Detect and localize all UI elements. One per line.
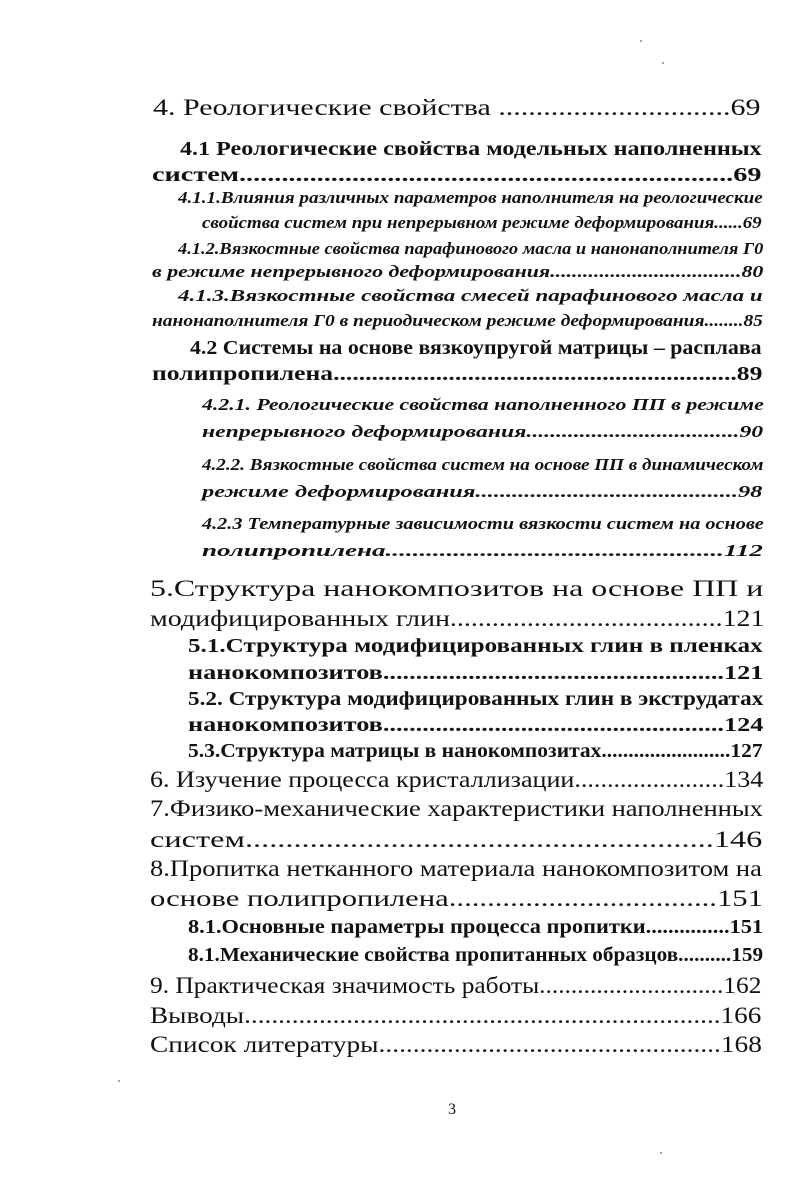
toc-entry-4-2-2[interactable]: 4.2.2. Вязкостные свойства систем на основе ПП в динамическом	[202, 455, 764, 474]
toc-entry-4-1-1[interactable]: 4.1.1.Влияния различных параметров наполнителя на реологические	[178, 188, 763, 207]
toc-entry-5[interactable]: модифицированных глин.......................................121	[150, 606, 765, 631]
toc-entry-4-1-3[interactable]: нанонаполнителя Г0 в периодическом режиме деформирования........85	[152, 311, 763, 330]
page-number: 3	[448, 1101, 456, 1118]
toc-entry-4-2-1[interactable]: непрерывного деформирования....................................90	[202, 422, 764, 441]
toc-entry-4-1-2[interactable]: в режиме непрерывного деформирования...................................80	[152, 262, 764, 281]
scan-speck	[640, 40, 642, 42]
toc-entry-5-2[interactable]: 5.2. Структура модифицированных глин в экструдатах	[188, 688, 764, 710]
toc-entry-9[interactable]: 9. Практическая значимость работы.............................162	[150, 973, 762, 998]
toc-entry-5-3[interactable]: 5.3.Структура матрицы в нанокомпозитах........................127	[188, 740, 763, 762]
toc-entry-8[interactable]: 8.Пропитка нетканного материала нанокомпозитом на	[150, 856, 762, 881]
toc-entry-7[interactable]: систем..........................................................146	[150, 827, 763, 852]
toc-entry-5-2[interactable]: нанокомпозитов....................................................124	[188, 714, 764, 736]
scan-speck	[662, 62, 664, 64]
toc-entry-4-1[interactable]: систем......................................................................69	[152, 164, 762, 186]
toc-entry-7[interactable]: 7.Физико-механические характеристики наполненных	[150, 796, 763, 821]
toc-entry-4-1-1[interactable]: свойства систем при непрерывном режиме деформирования......69	[202, 213, 762, 232]
toc-entry-5-1[interactable]: нанокомпозитов....................................................121	[188, 662, 764, 684]
toc-entry-5-1[interactable]: 5.1.Структура модифицированных глин в пленках	[188, 635, 763, 657]
toc-entry-4-2-3[interactable]: 4.2.3 Температурные зависимости вязкости систем на основе	[202, 514, 764, 533]
toc-entry-8[interactable]: основе полипропилена...................................151	[150, 886, 763, 911]
toc-entry-4-2-3[interactable]: полипропилена..................................................112	[202, 541, 763, 560]
toc-entry-8-1-params[interactable]: 8.1.Основные параметры процесса пропитки...............151	[188, 916, 764, 938]
toc-entry-4-2[interactable]: полипропилена...............................................................89	[152, 363, 763, 385]
toc-entry-4[interactable]: 4. Реологические свойства ...............................69	[153, 95, 761, 120]
scan-speck	[660, 1152, 662, 1154]
toc-entry-5[interactable]: 5.Структура нанокомпозитов на основе ПП и	[150, 576, 764, 601]
toc-entry-4-2-1[interactable]: 4.2.1. Реологические свойства наполненного ПП в режиме	[202, 395, 764, 414]
toc-entry-4-1-3[interactable]: 4.1.3.Вязкостные свойства смесей парафинового масла и	[178, 286, 763, 305]
toc-entry-4-1[interactable]: 4.1 Реологические свойства модельных наполненных	[180, 138, 762, 160]
toc-entry-4-2[interactable]: 4.2 Системы на основе вязкоупругой матрицы – расплава	[190, 337, 762, 359]
toc-entry-6[interactable]: 6. Изучение процесса кристаллизации.......................134	[150, 767, 764, 792]
toc-entry-8-1-mechanical[interactable]: 8.1.Механические свойства пропитанных образцов..........159	[188, 944, 764, 966]
scan-speck	[118, 1080, 120, 1082]
toc-entry-4-1-2[interactable]: 4.1.2.Вязкостные свойства парафинового масла и нанонаполнителя Г0	[178, 239, 764, 258]
toc-entry-references[interactable]: Список литературы..................................................168	[150, 1032, 762, 1057]
toc-entry-conclusions[interactable]: Выводы......................................................................166	[150, 1003, 762, 1028]
toc-entry-4-2-2[interactable]: режиме деформирования...........................................98	[202, 482, 763, 501]
